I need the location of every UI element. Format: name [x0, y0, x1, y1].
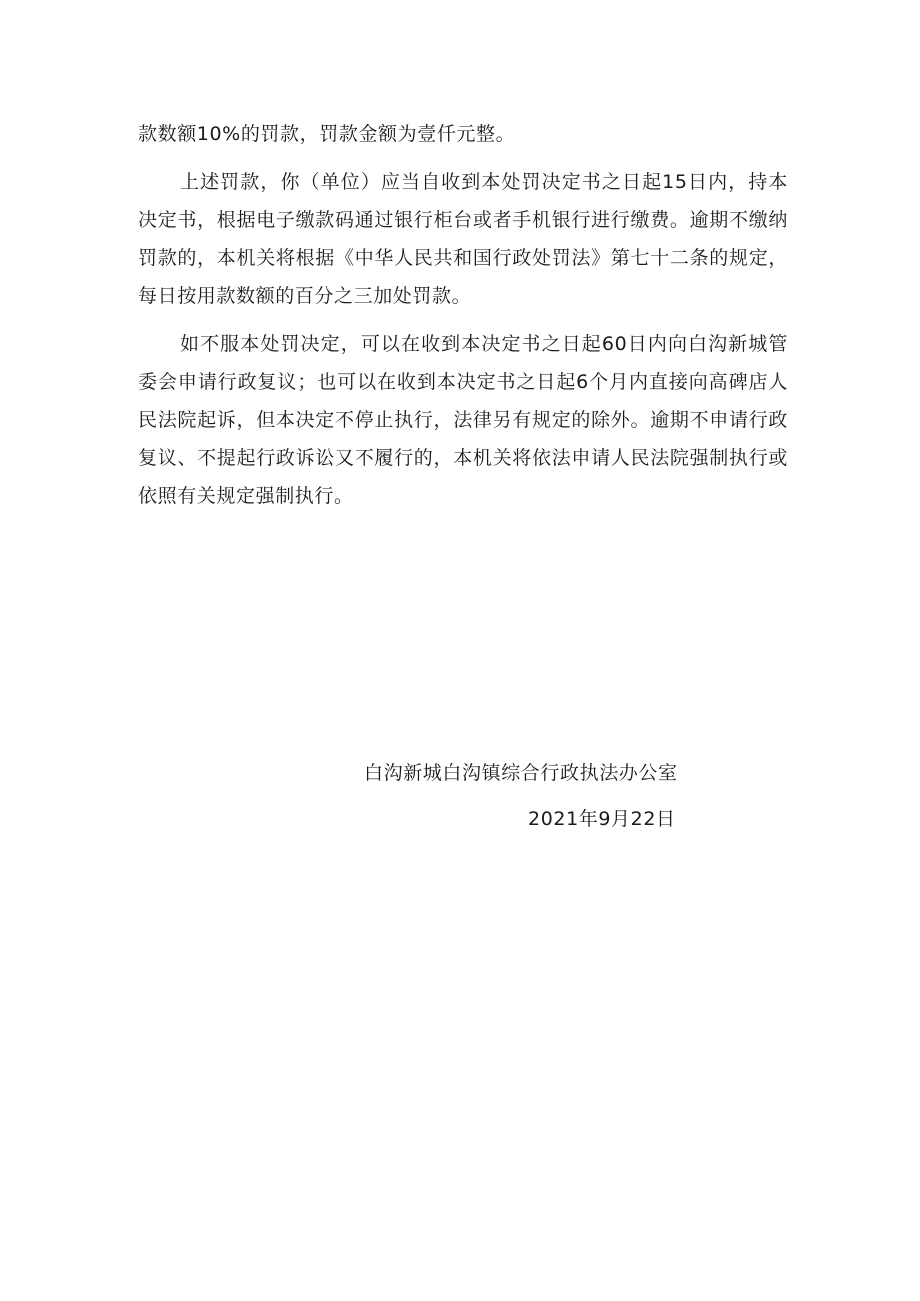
issue-date: 2021年9月22日	[528, 808, 676, 830]
paragraph-appeal-rights: 如不服本处罚决定，可以在收到本决定书之日起60日内向白沟新城管委会申请行政复议；也可以在收到本决定书之日起6个月内直接向高碑店人民法院起诉，但本决定不停止执行，法律另有规定的除外。逾期不申请行政复议、不提起行政诉讼又不履行的，本机关将依法申请人民法院强制执行或依照有关规定强制执行。	[138, 333, 788, 507]
paragraph-fine-amount: 款数额10%的罚款，罚款金额为壹仟元整。	[138, 123, 516, 145]
paragraph-payment-deadline: 上述罚款，你（单位）应当自收到本处罚决定书之日起15日内，持本决定书，根据电子缴款码通过银行柜台或者手机银行进行缴费。逾期不缴纳罚款的，本机关将根据《中华人民共和国行政处罚法》第七十二条的规定，每日按用款数额的百分之三加处罚款。	[138, 171, 788, 307]
document-body	[138, 115, 788, 525]
issuing-authority: 白沟新城白沟镇综合行政执法办公室	[364, 762, 678, 784]
